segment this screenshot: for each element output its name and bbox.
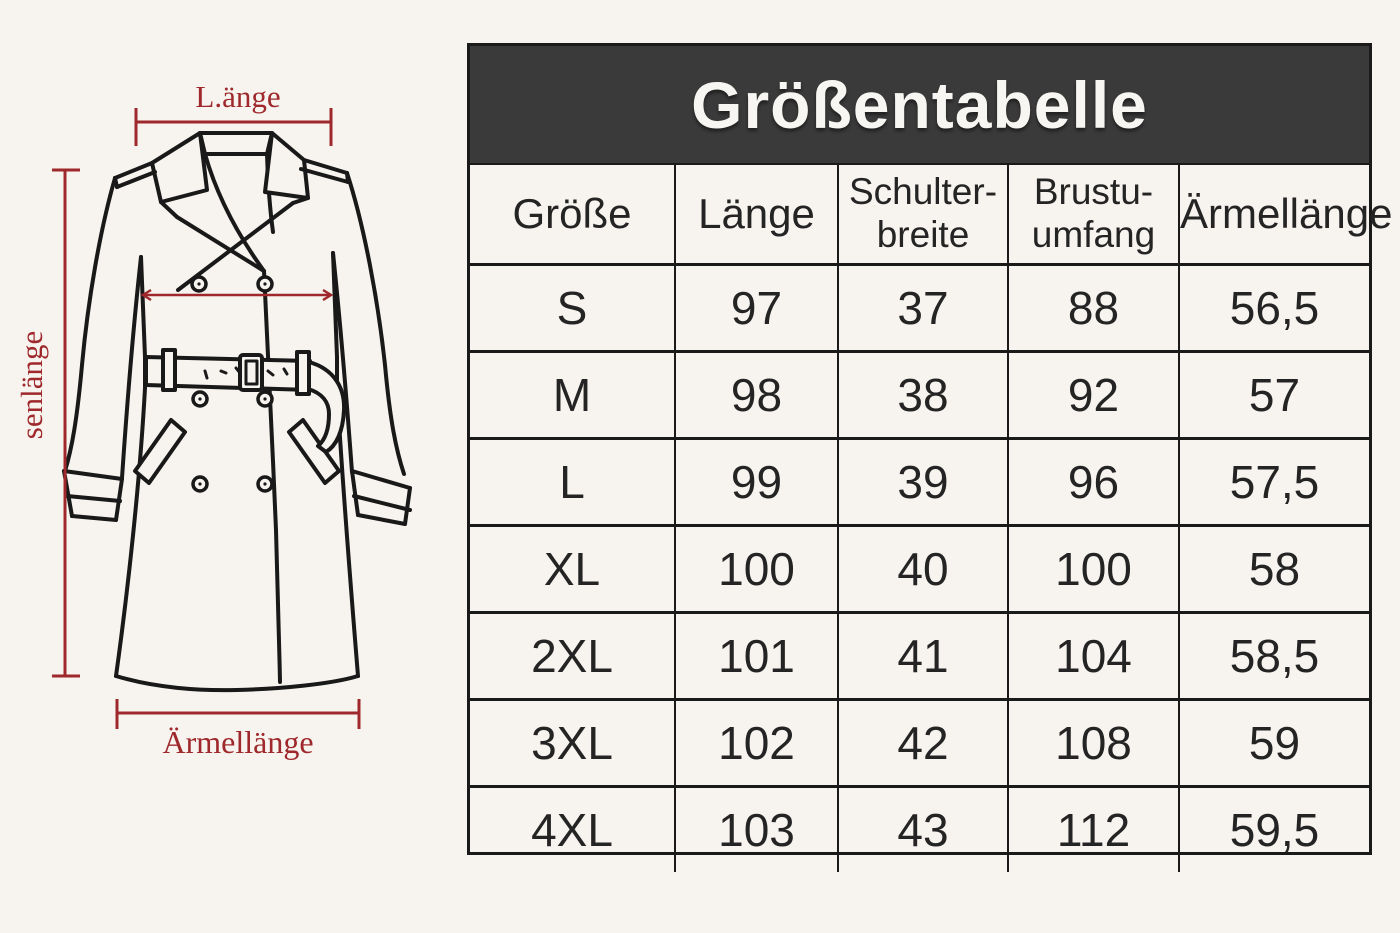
cell-size: S	[470, 265, 675, 352]
cell-laenge: 97	[675, 265, 838, 352]
cell-size: 4XL	[470, 787, 675, 873]
cell-aermellaenge: 59,5	[1179, 787, 1369, 873]
coat-hem	[116, 676, 358, 690]
cell-schulterbreite: 39	[838, 439, 1008, 526]
cell-aermellaenge: 59	[1179, 700, 1369, 787]
chest-measure-line	[143, 290, 331, 300]
cell-aermellaenge: 56,5	[1179, 265, 1369, 352]
cell-laenge: 99	[675, 439, 838, 526]
coat-lapel-left	[177, 217, 264, 271]
cell-size: L	[470, 439, 675, 526]
cell-brustumfang: 104	[1008, 613, 1179, 700]
cell-size: 3XL	[470, 700, 675, 787]
coat-sleeve-right-outer	[347, 173, 404, 474]
table-title-bar	[470, 46, 1369, 165]
coat-sleeve-left-outer	[65, 178, 115, 471]
cell-aermellaenge: 58	[1179, 526, 1369, 613]
header-row	[470, 165, 1369, 265]
cell-brustumfang: 108	[1008, 700, 1179, 787]
header-schulterbreite: Schulter- breite	[838, 165, 1008, 265]
table-row	[470, 265, 1369, 352]
measure-senlaenge	[14, 170, 80, 676]
cell-aermellaenge: 58,5	[1179, 613, 1369, 700]
measure-aermellaenge	[117, 699, 359, 760]
coat-sleeve-left-inner	[122, 257, 141, 478]
coat-collar-left	[152, 133, 207, 202]
coat-belt-loop-right	[297, 352, 309, 394]
cell-schulterbreite: 41	[838, 613, 1008, 700]
cell-brustumfang: 100	[1008, 526, 1179, 613]
cell-laenge: 102	[675, 700, 838, 787]
table-title: Größentabelle	[691, 67, 1148, 142]
cell-size: M	[470, 352, 675, 439]
cell-size: 2XL	[470, 613, 675, 700]
cell-schulterbreite: 43	[838, 787, 1008, 873]
measure-senlaenge-label: senlänge	[14, 330, 49, 440]
header-brustumfang: Brustu- umfang	[1008, 165, 1179, 265]
header-laenge: Länge	[675, 165, 838, 265]
cell-schulterbreite: 38	[838, 352, 1008, 439]
cell-laenge: 100	[675, 526, 838, 613]
size-table	[467, 43, 1393, 856]
table-row	[470, 787, 1369, 873]
coat-notch-left	[161, 202, 177, 217]
table-row	[470, 700, 1369, 787]
size-table-grid	[470, 165, 1393, 872]
table-row	[470, 526, 1369, 613]
measure-laenge-label: L.änge	[195, 79, 281, 114]
cell-schulterbreite: 42	[838, 700, 1008, 787]
cell-laenge: 98	[675, 352, 838, 439]
trench-coat-drawing	[64, 133, 410, 690]
coat-notch-right	[293, 198, 308, 203]
header-aermellaenge: Ärmellänge	[1179, 165, 1369, 265]
cell-schulterbreite: 37	[838, 265, 1008, 352]
cell-brustumfang: 112	[1008, 787, 1179, 873]
measure-aermellaenge-label: Ärmellänge	[162, 724, 314, 760]
cell-size: XL	[470, 526, 675, 613]
coat-belt-loop-left	[163, 350, 175, 390]
table-row	[470, 352, 1369, 439]
cell-laenge: 101	[675, 613, 838, 700]
coat-neckband	[200, 133, 272, 154]
cell-aermellaenge: 57,5	[1179, 439, 1369, 526]
cell-brustumfang: 88	[1008, 265, 1179, 352]
header-groesse: Größe	[470, 165, 675, 265]
cell-brustumfang: 92	[1008, 352, 1179, 439]
coat-collar-right	[265, 133, 308, 198]
cell-laenge: 103	[675, 787, 838, 873]
table-row	[470, 613, 1369, 700]
cell-brustumfang: 96	[1008, 439, 1179, 526]
cell-aermellaenge: 57	[1179, 352, 1369, 439]
table-row	[470, 439, 1369, 526]
cell-schulterbreite: 40	[838, 526, 1008, 613]
coat-measurement-diagram	[0, 0, 466, 933]
